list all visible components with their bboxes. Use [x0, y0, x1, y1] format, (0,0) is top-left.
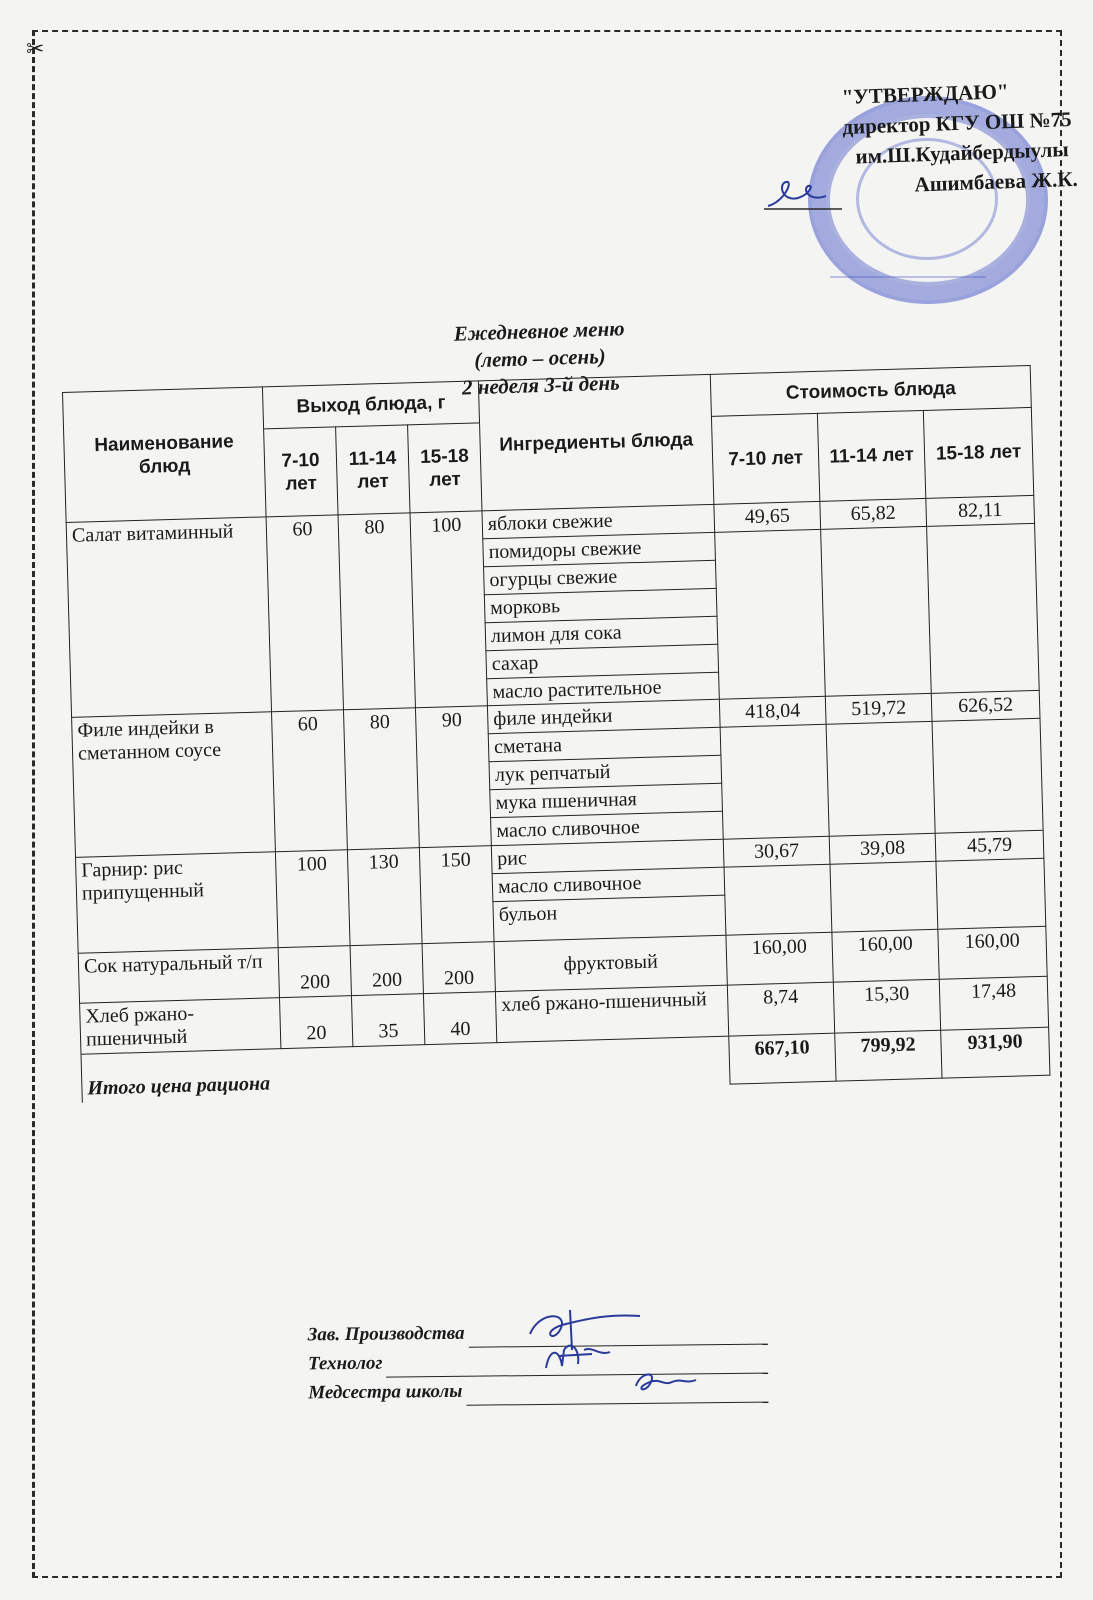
ingredient-cell: рис	[491, 839, 724, 873]
cost-cell: 49,65	[714, 501, 821, 532]
signature-nurse-label: Медсестра школы	[308, 1380, 463, 1404]
header-dish: Наименование блюд	[63, 387, 267, 523]
cost-cell: 519,72	[825, 693, 932, 724]
yield-cell: 60	[272, 710, 348, 852]
ingredient-cell: огурцы свежие	[484, 560, 717, 594]
cost-cell: 160,00	[832, 929, 939, 982]
header-cost-age-2: 11-14 лет	[817, 410, 925, 501]
stamp-decoration	[830, 276, 986, 286]
dish-name: Сок натуральный т/п	[78, 948, 279, 1004]
yield-cell: 200	[350, 944, 423, 996]
director-signature	[764, 172, 844, 212]
yield-cell: 130	[347, 848, 422, 946]
header-yield: Выход блюда, г	[262, 381, 479, 429]
ingredient-cell: морковь	[484, 588, 717, 622]
approval-school: им.Ш.Кудайбердыулы	[855, 137, 1070, 169]
ingredient-cell: мука пшеничная	[490, 783, 723, 817]
header-cost-age-3: 15-18 лет	[923, 407, 1033, 498]
yield-cell: 80	[343, 708, 419, 850]
ingredient-cell: фруктовый	[494, 935, 727, 991]
dish-name: Гарнир: рис припущенный	[75, 852, 278, 954]
dish-name: Филе индейки в сметанном соусе	[72, 712, 276, 858]
ingredient-cell: масло растительное	[487, 672, 720, 705]
title-line-2: (лето – осень)	[473, 343, 607, 373]
yield-cell: 150	[419, 846, 494, 944]
approval-name: Ашимбаева Ж.К.	[914, 166, 1079, 197]
yield-cell: 90	[415, 706, 491, 848]
cost-cell: 8,74	[727, 982, 834, 1036]
cost-cell: 65,82	[820, 498, 927, 529]
ingredient-cell: хлеб ржано-пшеничный	[495, 985, 728, 1042]
cost-cell: 82,11	[926, 495, 1035, 526]
ingredient-cell: лимон для сока	[485, 616, 718, 650]
total-cost-cell: 931,90	[941, 1027, 1050, 1078]
ingredient-cell: помидоры свежие	[483, 532, 716, 566]
yield-cell: 100	[275, 850, 350, 948]
cost-cell: 160,00	[726, 932, 833, 985]
header-ingredients: Ингредиенты блюда	[478, 374, 714, 510]
menu-table-wrap	[62, 365, 1049, 1103]
header-yield-age-1: 7-10 лет	[264, 427, 338, 517]
approval-title: "УТВЕРЖДАЮ"	[841, 79, 1009, 109]
yield-cell: 200	[422, 942, 495, 994]
ingredient-cell: сметана	[488, 727, 721, 761]
cost-cell: 160,00	[938, 926, 1047, 979]
ingredient-cell: лук репчатый	[489, 755, 722, 789]
header-cost-age-1: 7-10 лет	[711, 413, 819, 504]
signature-production-label: Зав. Производства	[307, 1322, 465, 1346]
menu-table	[62, 365, 1051, 1103]
cost-cell: 39,08	[829, 833, 936, 864]
ingredient-cell: филе индейки	[487, 699, 720, 733]
header-yield-age-3: 15-18 лет	[408, 423, 482, 513]
cost-cell: 45,79	[935, 830, 1044, 861]
signature-technologist-label: Технолог	[307, 1352, 383, 1375]
header-cost: Стоимость блюда	[710, 365, 1031, 416]
approval-position: директор КГУ ОШ №75	[841, 106, 1072, 139]
yield-cell: 200	[278, 946, 351, 998]
ingredient-cell: бульон	[493, 895, 726, 941]
total-cost-cell: 667,10	[729, 1033, 836, 1084]
dish-name: Хлеб ржано-пшеничный	[80, 998, 281, 1055]
yield-cell: 40	[423, 992, 496, 1045]
cost-cell: 15,30	[833, 979, 940, 1033]
handwritten-signatures	[500, 1290, 730, 1420]
cost-cell: 30,67	[723, 836, 830, 867]
yield-cell: 60	[266, 515, 343, 712]
yield-cell: 80	[338, 513, 415, 710]
total-cost-cell: 799,92	[835, 1030, 942, 1081]
total-label: Итого цена рациона	[81, 1036, 730, 1102]
ingredient-cell: масло сливочное	[491, 811, 724, 845]
yield-cell: 100	[410, 511, 487, 708]
cost-cell: 418,04	[719, 696, 826, 727]
cost-cell: 17,48	[939, 976, 1048, 1030]
dish-name: Салат витаминный	[66, 517, 271, 718]
cost-cell: 626,52	[931, 690, 1040, 721]
ingredient-cell: сахар	[486, 644, 719, 678]
ingredient-cell: яблоки свежие	[482, 504, 715, 538]
yield-cell: 20	[279, 996, 352, 1049]
yield-cell: 35	[351, 994, 424, 1047]
header-yield-age-2: 11-14 лет	[336, 425, 410, 515]
ingredient-cell: масло сливочное	[492, 867, 725, 901]
title-line-1: Ежедневное меню	[453, 316, 625, 346]
title-line-3: 2 неделя 3-й день	[461, 370, 621, 400]
scissors-icon: ✂	[26, 36, 45, 61]
